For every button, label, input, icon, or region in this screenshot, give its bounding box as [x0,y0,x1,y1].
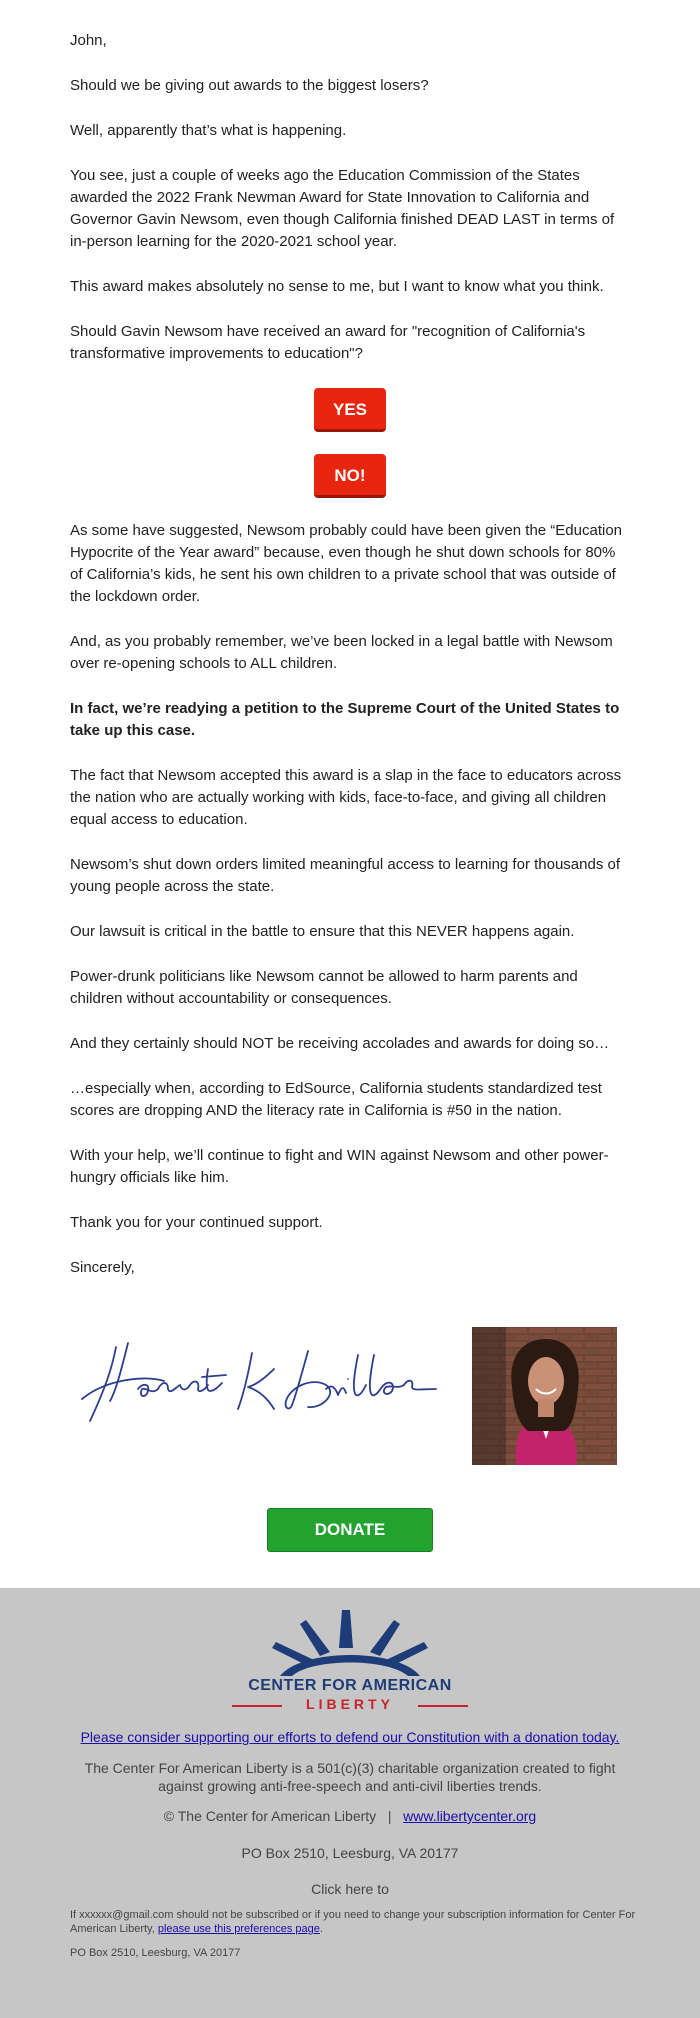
author-photo [472,1327,617,1465]
support-line [70,1729,630,1745]
letter-content [70,30,630,1302]
signoff: Sincerely, [70,1259,135,1276]
separator: | [387,1808,392,1824]
donate-wrap [0,1508,700,1552]
greeting: John, [70,32,107,49]
paragraph: And, as you probably remember, we’ve been locked in a legal battle with Newsom over re-opening schools to ALL children. [70,633,613,672]
copyright-line [70,1808,630,1824]
signature-row [70,1327,630,1467]
unsubscribe-end: . [319,1923,323,1935]
paragraph: Power-drunk politicians like Newsom cannot be allowed to harm parents and children without accountability or consequences. [70,968,578,1007]
about-text: The Center For American Liberty is a 501(c)(3) charitable organization created to fight against growing anti-free-speech and anti-civil liberties trends. [84,1760,616,1794]
footer-address-small: PO Box 2510, Leesburg, VA 20177 [70,1947,241,1959]
paragraph: This award makes absolutely no sense to me, but I want to know what you think. [70,278,604,295]
poll-question: Should Gavin Newsom have received an award for "recognition of California's transformative improvements to education"? [70,323,586,362]
paragraph: The fact that Newsom accepted this award is a slap in the face to educators across the nation who are actually working with kids, face-to-face, and giving all children equal access to education. [70,767,622,828]
logo-line2: LIBERTY [306,1696,394,1712]
subscription-notice [70,1908,640,1936]
no-button[interactable]: NO! [314,454,386,498]
paragraph: You see, just a couple of weeks ago the Education Commission of the States awarded the 2022 Frank Newman Award for State Innovation to California and Governor Gavin Newsom, even though California finished DEAD LAST in terms of in-person learning for the 2020-2021 school year. [70,167,615,250]
paragraph: Should we be giving out awards to the biggest losers? [70,77,429,94]
sunburst-icon [232,1610,468,1680]
copyright-text: © The Center for American Liberty [163,1808,377,1824]
support-donation-link[interactable]: Please consider supporting our efforts to defend our Constitution with a donation today. [80,1729,620,1745]
paragraph: Thank you for your continued support. [70,1214,323,1231]
footer [0,1588,700,2018]
paragraph: With your help, we’ll continue to fight and WIN against Newsom and other power-hungry officials like him. [70,1147,609,1186]
footer-address: PO Box 2510, Leesburg, VA 20177 [241,1845,459,1861]
paragraph: Well, apparently that’s what is happening. [70,122,347,139]
paragraph: And they certainly should NOT be receiving accolades and awards for doing so… [70,1035,610,1052]
website-link[interactable]: www.libertycenter.org [403,1808,537,1824]
logo-line1: CENTER FOR AMERICAN [248,1677,452,1694]
signature-image [76,1329,446,1429]
paragraph: Our lawsuit is critical in the battle to ensure that this NEVER happens again. [70,923,575,940]
preferences-link[interactable]: please use this preferences page [157,1923,320,1935]
paragraph: As some have suggested, Newsom probably could have been given the “Education Hypocrite of the Year award” because, even though he shut down schools for 80% of California’s kids, he sent his own children to a private school that was outside of the lockdown order. [70,522,623,605]
yes-button[interactable]: YES [314,388,386,432]
bold-paragraph: In fact, we’re readying a petition to the Supreme Court of the United States to take up this case. [70,700,620,739]
logo-rule [418,1705,468,1707]
paragraph: …especially when, according to EdSource, California students standardized test scores are dropping AND the literacy rate in California is #50 in the nation. [70,1080,602,1119]
unsubscribe-text: If xxxxxx@gmail.com should not be subscribed or if you need to change your subscription information for Center For American Liberty, [70,1909,636,1935]
center-for-american-liberty-logo [232,1610,468,1718]
click-here-link[interactable]: Click here to [311,1881,389,1897]
poll-buttons [70,388,630,498]
donate-button[interactable]: DONATE [267,1508,433,1552]
paragraph: Newsom’s shut down orders limited meaningful access to learning for thousands of young people across the state. [70,856,621,895]
